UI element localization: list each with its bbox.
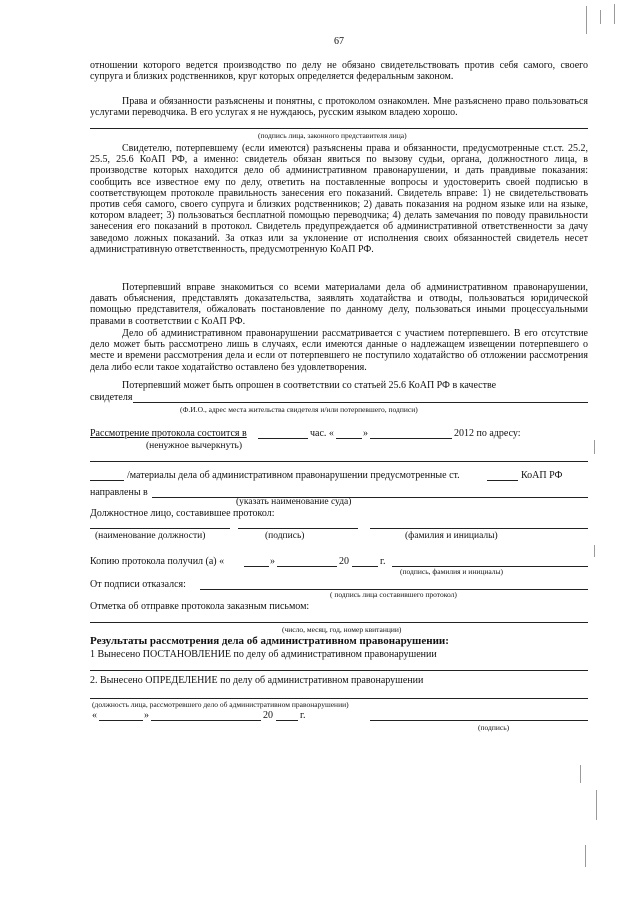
- review-year-label: 2012 по адресу:: [454, 428, 521, 439]
- copy-quote-close: »: [270, 556, 275, 567]
- caption-signature-rep: (подпись лица, законного представителя лица): [258, 131, 407, 140]
- date-year-line: [276, 720, 298, 721]
- scan-speck: [586, 6, 587, 34]
- review-time-line: [258, 438, 308, 439]
- date-day-line: [99, 720, 143, 721]
- results-title: Результаты рассмотрения дела об административном правонарушении:: [90, 635, 449, 647]
- copy-day-line: [244, 566, 269, 567]
- official-label: Должностное лицо, составившее протокол:: [90, 508, 275, 519]
- mail-label: Отметка об отправке протокола заказным письмом:: [90, 601, 310, 612]
- result2-line: [90, 698, 588, 699]
- page-number: 67: [334, 36, 344, 47]
- copy-year-label: 20: [339, 556, 349, 567]
- result-resolution: 1 Вынесено ПОСТАНОВЛЕНИЕ по делу об административном правонарушении: [90, 649, 437, 660]
- caption-witness: (Ф.И.О., адрес места жительства свидетеля и/или потерпевшего, подписи): [180, 405, 418, 414]
- sent-label: направлены в: [90, 487, 148, 498]
- position-line: [90, 528, 230, 529]
- materials-article-line: [487, 480, 518, 481]
- date-year-label: 20: [263, 710, 273, 721]
- address-line: [90, 461, 588, 462]
- date-month-line: [151, 720, 261, 721]
- witness-line: [133, 402, 588, 403]
- copy-month-line: [277, 566, 337, 567]
- copy-label: Копию протокола получил (а) «: [90, 556, 225, 567]
- paragraph-rights-explained: Права и обязанности разъяснены и понятны, с протоколом ознакомлен. Мне разъяснено право пользоваться услугами переводчика. В его услугах я не нуждаюсь, русским языком владею хорошо.: [90, 96, 588, 119]
- caption-official: (должность лица, рассмотревшего дело об административном правонарушении): [92, 700, 349, 709]
- copy-year-line: [352, 566, 378, 567]
- materials-koap: КоАП РФ: [521, 470, 563, 481]
- caption-final-sign: (подпись): [478, 723, 510, 732]
- scan-speck: [596, 790, 597, 820]
- paragraph-witness-rights: Свидетелю, потерпевшему (если имеются) разъяснены права и обязанности, предусмотренные ст.ст. 25.2, 25.5, 25.6 КоАП РФ, а именно: свидетель обязан явиться по вызову судьи, органа, должностного лица, в производстве которых находится дело об административном правонарушении, и дать правдивые показания: сообщить все известное ему по делу, ответить на поставленные вопросы и удостоверить своей подписью в соответствующем протоколе правильность занесения его показаний. Свидетель вправе: 1) не свидетельствовать против себя самого, своего супруга и близких родственников; 2) давать показания на родном языке или на языке, котором владеет; 3) пользоваться бесплатной помощью переводчика; 4) делать замечания по поводу правильности занесения его показаний в протокол. Свидетель предупреждается об административной ответственности за дачу заведомо ложных показаний. За отказ или за уклонение от исполнения своих обязанностей свидетель несет административную ответственность, предусмотренную КоАП РФ.: [90, 143, 588, 255]
- scan-speck: [580, 765, 581, 783]
- review-day-line: [336, 438, 362, 439]
- caption-strike: (ненужное вычеркнуть): [146, 441, 242, 451]
- fio-line: [370, 528, 588, 529]
- review-hour-label: час. «: [310, 428, 334, 439]
- final-sign-line: [370, 720, 588, 721]
- caption-mail: (число, месяц, год, номер квитанции): [282, 625, 402, 634]
- paragraph-victim-participation: Дело об административном правонарушении рассматривается с участием потерпевшего. В его отсутствие дело может быть рассмотрено лишь в случаях, если имеются данные о надлежащем извещении потерпевшего о месте и времени рассмотрения дела и если от потерпевшего не поступило ходатайство об отложении рассмотрения дела либо если такое ходатайство оставлено без удовлетворения.: [90, 328, 588, 373]
- review-label: Рассмотрение протокола состоится в: [90, 428, 247, 439]
- scan-speck: [614, 4, 615, 24]
- result-determination: 2. Вынесено ОПРЕДЕЛЕНИЕ по делу об административном правонарушении: [90, 675, 424, 686]
- scan-speck: [585, 845, 586, 867]
- caption-refused: ( подпись лица составившего протокол): [330, 590, 457, 599]
- paragraph-victim-questioning: Потерпевший может быть опрошен в соответствии со статьей 25.6 КоАП РФ в качестве: [122, 380, 497, 391]
- scan-speck: [600, 10, 601, 24]
- refused-label: От подписи отказался:: [90, 579, 186, 590]
- date-open: «: [92, 710, 97, 721]
- caption-sign: (подпись): [265, 531, 305, 541]
- scan-speck: [594, 440, 595, 454]
- sent-line: [152, 497, 588, 498]
- witness-label: свидетеля: [90, 392, 133, 403]
- mail-line: [90, 622, 588, 623]
- caption-copy-sign: (подпись, фамилия и инициалы): [400, 567, 504, 576]
- paragraph-not-obliged: отношении которого ведется производство по делу не обязано свидетельствовать против себя самого, своего супруга и близких родственников, круг которых определяется федеральным законом.: [90, 60, 588, 83]
- review-quote-close: »: [363, 428, 368, 439]
- materials-lead-line: [90, 480, 124, 481]
- copy-g-label: г.: [380, 556, 386, 567]
- sign-line: [238, 528, 358, 529]
- result1-line: [90, 670, 588, 671]
- caption-court: (указать наименование суда): [236, 497, 352, 507]
- review-month-line: [370, 438, 452, 439]
- date-mid: »: [144, 710, 149, 721]
- caption-position: (наименование должности): [95, 531, 206, 541]
- scan-speck: [594, 545, 595, 557]
- materials-text: /материалы дела об административном правонарушении предусмотренные ст.: [127, 470, 460, 481]
- caption-fio: (фамилия и инициалы): [405, 531, 498, 541]
- paragraph-victim-rights: Потерпевший вправе знакомиться со всеми материалами дела об административном правонарушении, давать объяснения, представлять доказательства, заявлять ходатайства и отводы, пользоваться юридической помощью представителя, обжаловать постановление по данному делу, пользоваться иными процессуальными правами в соответствии с КоАП РФ.: [90, 282, 588, 327]
- signature-line-person: [90, 128, 588, 129]
- date-g-label: г.: [300, 710, 306, 721]
